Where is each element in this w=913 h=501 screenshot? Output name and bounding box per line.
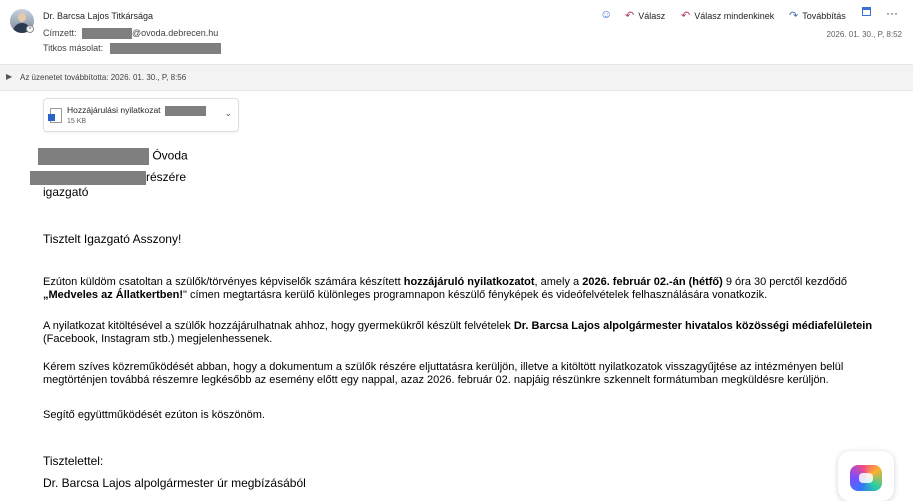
- presence-badge-icon: ×: [26, 25, 34, 33]
- attachment-name-text: Hozzájárulási nyilatkozat: [67, 105, 161, 115]
- attachment-size: 15 KB: [67, 118, 87, 125]
- redacted-bcc: [110, 43, 221, 54]
- addressee-line-1: [38, 148, 188, 165]
- p1-text-g: " címen megtartásra kerülő különleges programnapon készülő fényképek és videófelvételek felhasználására vonatkozik.: [183, 288, 768, 301]
- more-icon: ···: [886, 6, 898, 20]
- sender-name[interactable]: Dr. Barcsa Lajos Titkársága: [43, 11, 154, 21]
- p2-text-a: A nyilatkozat kitöltésével a szülők hozzájárulhatnak ahhoz, hogy gyermekükről készült felvételek: [43, 320, 514, 332]
- greeting: Tisztelt Igazgató Asszony!: [43, 232, 182, 246]
- message-timestamp: 2026. 01. 30., P, 8:52: [826, 30, 902, 39]
- signature: Dr. Barcsa Lajos alpolgármester úr megbízásából: [43, 476, 306, 490]
- word-document-icon: [50, 108, 62, 123]
- redacted-name: [30, 171, 146, 185]
- reply-label: Válasz: [638, 11, 666, 21]
- p1-bold-d: 2026. február 02.-án (hétfő): [582, 276, 723, 288]
- copilot-icon: [850, 465, 882, 491]
- institution-suffix: Óvoda: [152, 148, 188, 163]
- reply-button[interactable]: [625, 9, 665, 22]
- redacted-attachment-suffix: [165, 106, 206, 116]
- addressee-title: igazgató: [43, 185, 89, 199]
- paragraph-1: [43, 276, 903, 301]
- more-actions-button[interactable]: [886, 6, 898, 20]
- p1-text-c: , amely a: [534, 276, 583, 288]
- bcc-row: [43, 43, 221, 54]
- forward-notice-bar: [0, 64, 913, 91]
- bcc-label: Titkos másolat:: [43, 43, 104, 53]
- reply-all-button[interactable]: [681, 9, 774, 22]
- addressee-line-2: [30, 170, 186, 185]
- forward-icon: ↷: [789, 10, 799, 22]
- p1-bold-b: hozzájáruló nyilatkozatot: [403, 276, 535, 288]
- calendar-button[interactable]: [862, 7, 871, 18]
- attachment-name: [67, 105, 206, 116]
- message-header: [0, 0, 913, 64]
- p1-bold-f: „Medveles az Állatkertben!: [43, 288, 183, 301]
- forward-notice-text: Az üzenetet továbbította: 2026. 01. 30., P, 8:56: [20, 73, 187, 82]
- p2-bold-b: Dr. Barcsa Lajos alpolgármester hivatalos közösségi médiafelületein: [513, 320, 873, 332]
- recipient-domain[interactable]: @ovoda.debrecen.hu: [132, 28, 219, 38]
- reply-icon: ↶: [625, 10, 635, 22]
- avatar-head: [18, 13, 26, 22]
- chevron-down-icon[interactable]: ⌄: [224, 108, 232, 118]
- reply-all-icon: ↶: [681, 10, 691, 22]
- to-label: Címzett:: [43, 28, 77, 38]
- p1-text-a: Ezúton küldöm csatoltan a szülők/törvényes képviselők számára készített: [43, 276, 404, 288]
- reply-all-label: Válasz mindenkinek: [694, 11, 775, 21]
- paragraph-2: [43, 320, 903, 345]
- recipient-row: [43, 28, 218, 39]
- attachment-card[interactable]: [43, 98, 239, 132]
- paragraph-4: Segítő együttműködését ezúton is köszönöm.: [43, 409, 265, 421]
- paragraph-3: Kérem szíves közreműködését abban, hogy a dokumentum a szülők részére eljuttatásra kerüljön, illetve a kitöltött nyilatkozatok visszagyűjtése az intézményen belül megtörténjen továbbá részemre legkésőbb az esemény előtt egy nappal, azaz 2026. február 02. napjáig részünkre szkennelt formátumban megküldésre kerüljön.: [43, 361, 844, 386]
- redacted-recipient: [82, 28, 132, 39]
- p1-text-e: 9 óra 30 perctől kezdődő: [722, 276, 847, 288]
- emoji-button[interactable]: [600, 7, 612, 21]
- closing: Tisztelettel:: [43, 454, 104, 468]
- addressee-suffix: részére: [146, 170, 187, 184]
- smiley-icon: ☺: [600, 7, 613, 21]
- redacted-institution: [38, 148, 149, 165]
- calendar-icon: [862, 7, 871, 16]
- copilot-button[interactable]: [838, 451, 894, 501]
- p2-text-c: (Facebook, Instagram stb.) megjelenhessenek.: [43, 332, 273, 345]
- forward-label: Továbbítás: [802, 11, 846, 21]
- chevron-right-icon[interactable]: ▶: [6, 72, 13, 81]
- forward-button[interactable]: [789, 9, 846, 22]
